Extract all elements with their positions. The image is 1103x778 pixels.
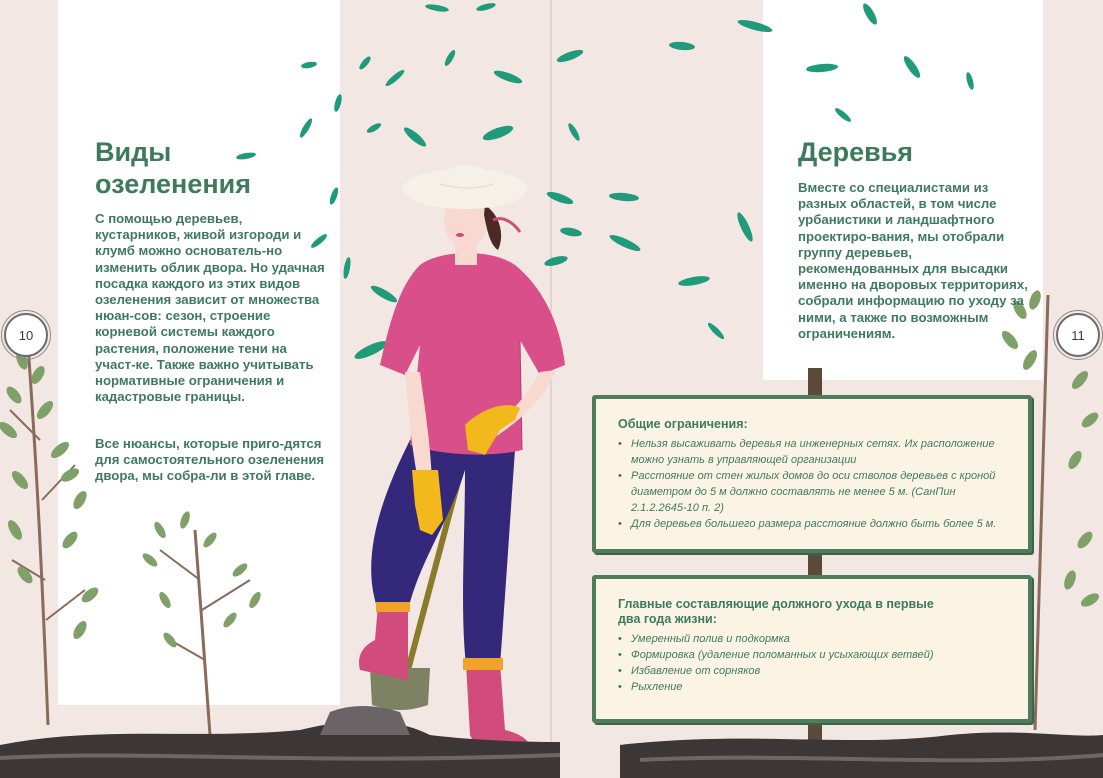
list-item-text: Избавление от сорняков [631,665,761,677]
list-item [618,679,1013,695]
bullet-icon: • [618,681,622,693]
page-number-left [4,313,48,357]
list-item [618,468,1013,516]
right-paragraph-intro: Вместе со специалистами из разных областей, в том числе урбанистики и ландшафтного проектиро-вания, мы отобрали группу деревьев, рекомендованных для высадки именно на дворовых территориях, собрали информацию по уходу за ними, а также по возможным ограничениям. [798,180,1028,341]
page-title-right: Деревья [798,137,914,167]
list-item-text: Рыхление [631,681,683,693]
page-number-left-label: 10 [18,327,34,343]
bullet-icon: • [618,633,622,645]
bullet-icon: • [618,665,622,677]
list-item-text: Формировка (удаление поломанных и усыхающих ветвей) [631,649,934,661]
bullet-icon: • [618,518,622,530]
bullet-icon: • [618,470,622,482]
gardener-woman-icon [359,165,565,745]
list-item [618,647,1013,663]
list-item [618,516,1013,532]
page-number-right-label: 11 [1071,327,1085,343]
bullet-icon: • [618,438,622,450]
list-item [618,663,1013,679]
care-list [618,631,1013,695]
left-paragraph-summary: Все нюансы, которые приго-дятся для самостоятельного озеленения двора, мы собра-ли в этой главе. [95,436,325,484]
bullet-icon: • [618,649,622,661]
list-item [618,631,1013,647]
list-item-text: Умеренный полив и подкормка [631,633,790,645]
restrictions-title: Общие ограничения: [618,417,748,431]
restrictions-list [618,436,1013,532]
left-paragraph-intro: С помощью деревьев, кустарников, живой изгороди и клумб можно основатель-но изменить облик двора. Но удачная посадка каждого из этих видов озеленения зависит от множества нюан-сов: сезон, строение корневой системы каждого растения, положение тени на участ-ке. Также важно учитывать нормативные ограничения и кадастровые границы. [95,211,325,405]
care-sign [592,575,1032,723]
page-number-right [1056,313,1100,357]
restrictions-sign [592,395,1032,553]
care-title: Главные составляющие должного ухода в первые два года жизни: [618,597,934,626]
list-item-text: Расстояние от стен жилых домов до оси стволов деревьев с кроной диаметром до 5 м должно составлять не менее 5 м. (СанПин 2.1.2.2645-10 п. 2) [631,470,996,514]
page-title-left: Виды озеленения [95,137,252,199]
list-item-text: Для деревьев большего размера расстояние должно быть более 5 м. [631,518,997,530]
list-item [618,436,1013,468]
list-item-text: Нельзя высаживать деревья на инженерных сетях. Их расположение можно узнать в управляющей организации [631,438,995,466]
